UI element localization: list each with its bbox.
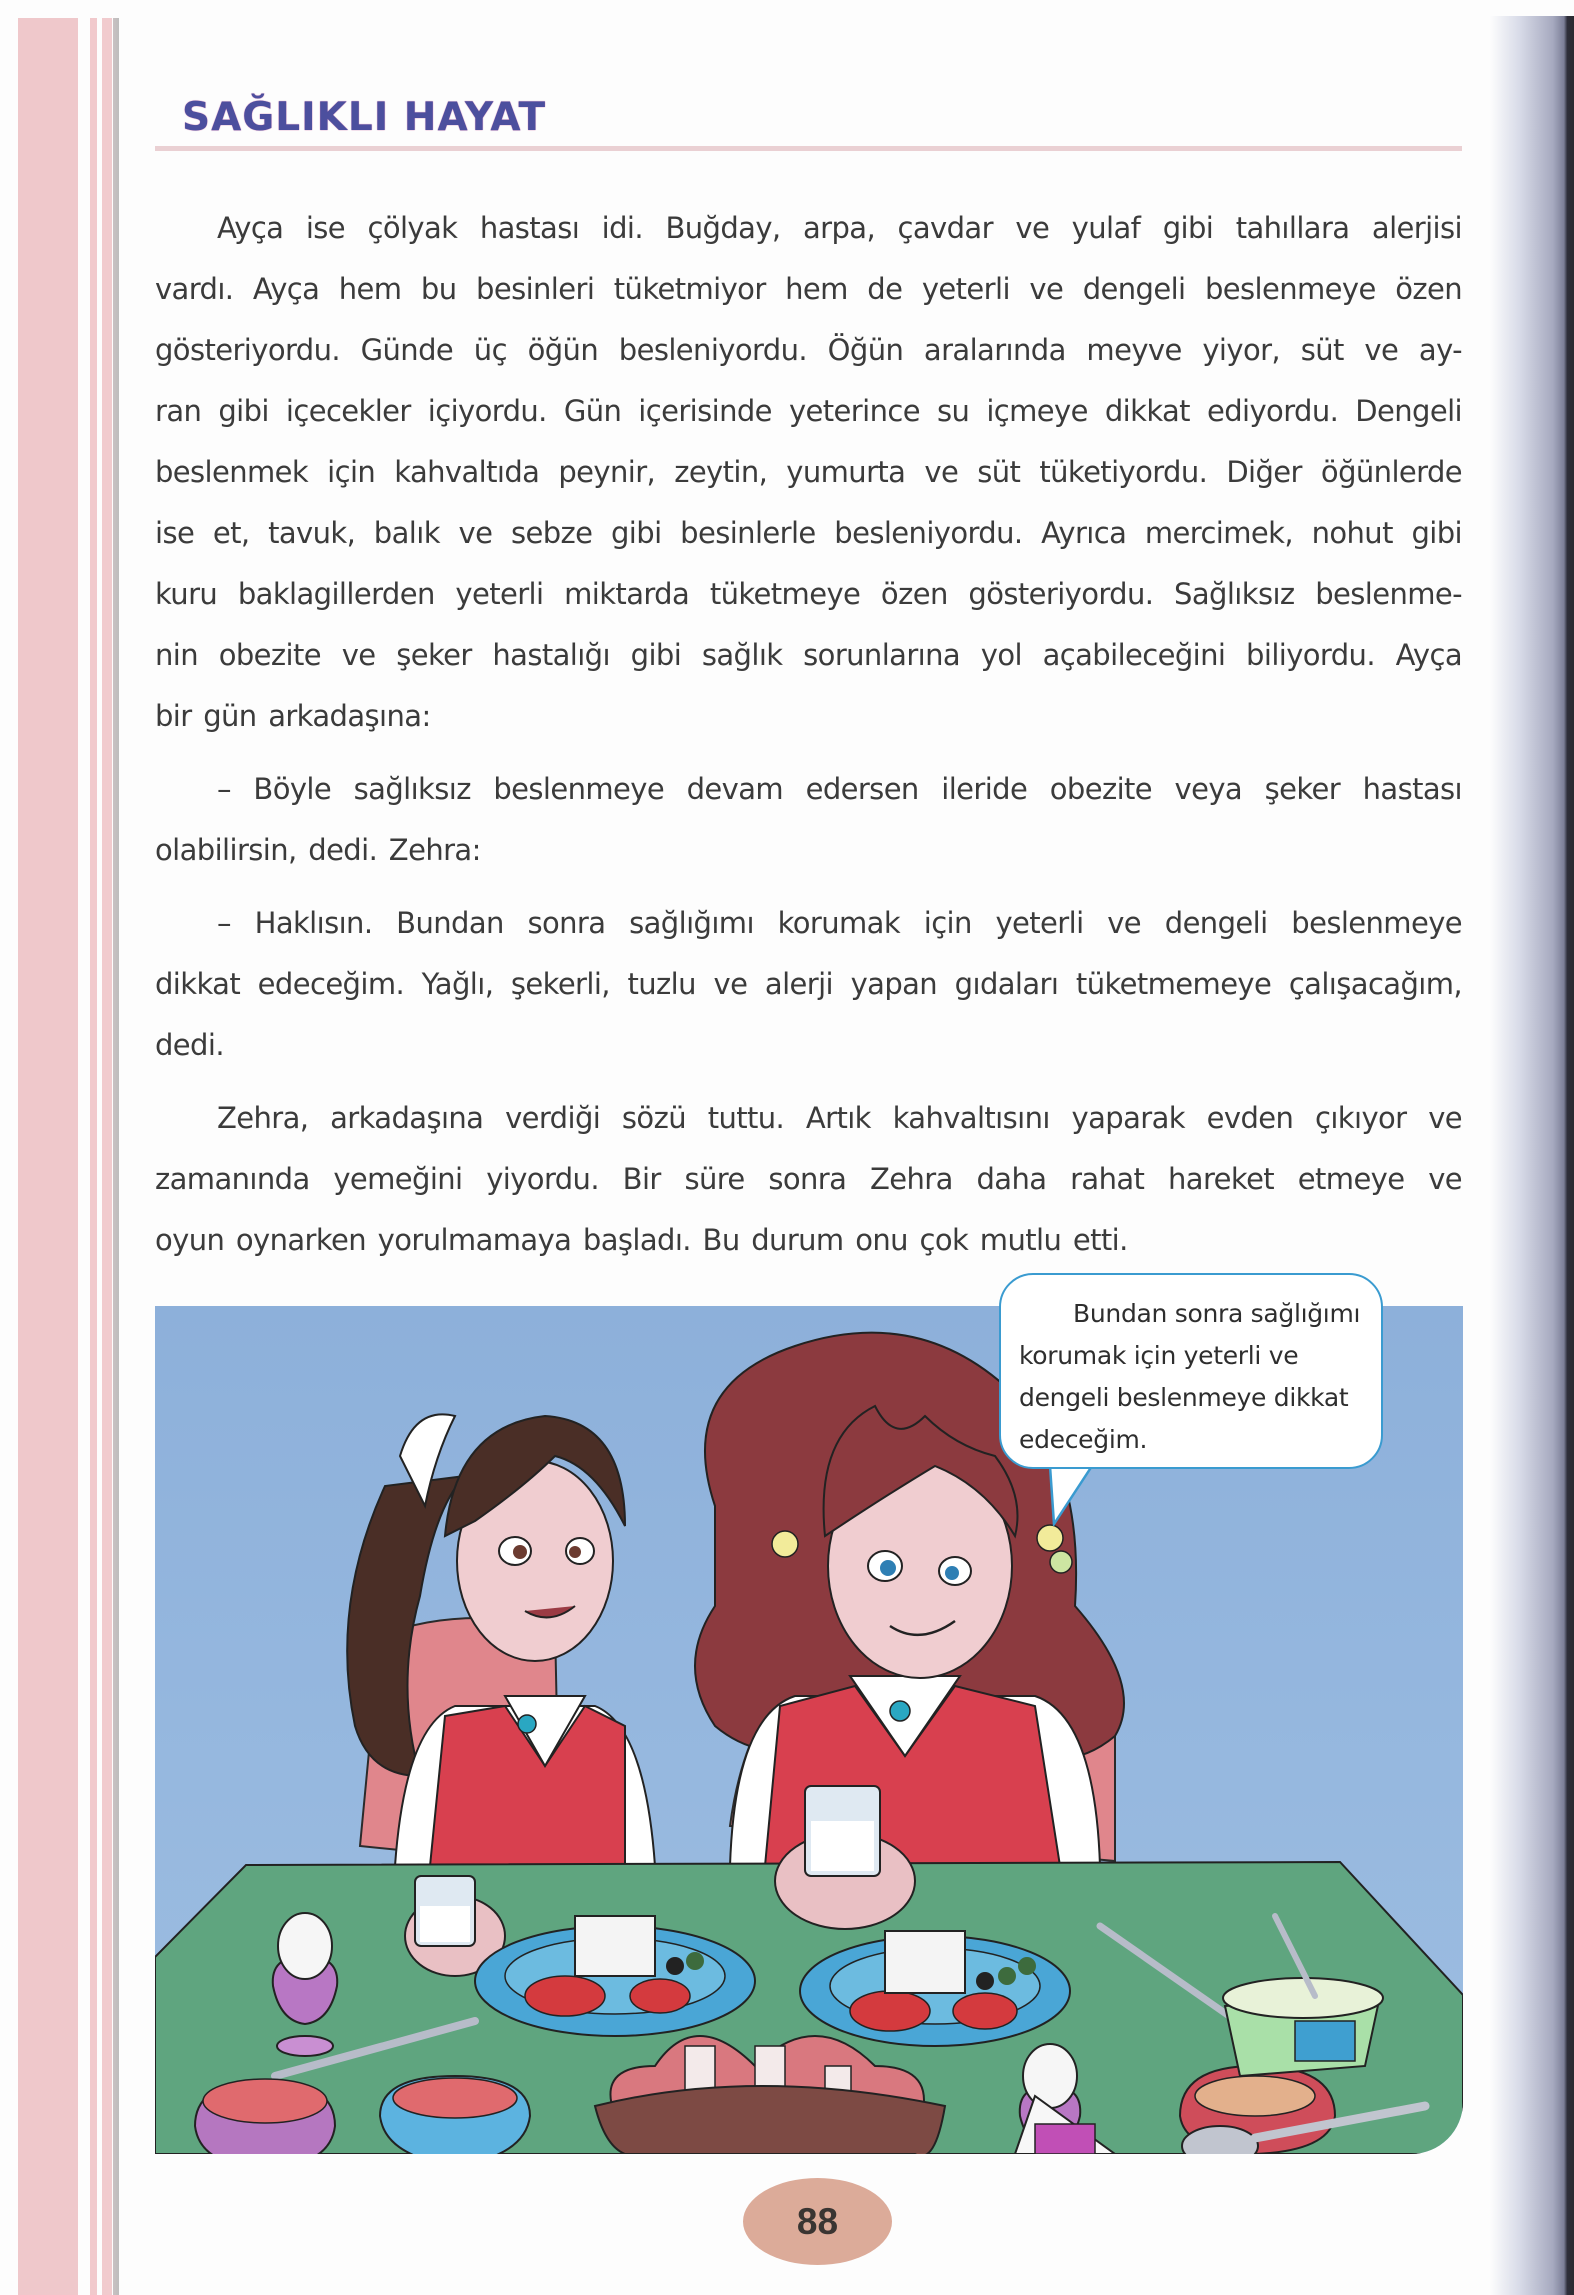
book-spine-shadow — [1490, 16, 1574, 2295]
bread-basket — [595, 2086, 945, 2154]
paragraph-conclusion — [155, 1088, 1462, 1271]
title-divider — [155, 146, 1462, 151]
bubble-line: korumak için yeterli ve — [1019, 1341, 1299, 1370]
text-line: nin obezite ve şeker hastalığı gibi sağlık sorunlarına yol açabileceğini biliyordu. Ayça — [155, 638, 1462, 672]
text-line: bir gün arkadaşına: — [155, 699, 431, 733]
dialogue-ayca — [155, 759, 1462, 881]
zehra-hair-tie — [772, 1531, 798, 1557]
text-line: Zehra, arkadaşına verdiği sözü tuttu. Artık kahvaltısını yaparak evden çıkıyor ve — [217, 1101, 1462, 1135]
text-line: beslenmek için kahvaltıda peynir, zeytin, yumurta ve süt tüketiyordu. Diğer öğünlerde — [155, 455, 1462, 489]
bubble-line: Bundan sonra sağlığımı — [1073, 1299, 1361, 1328]
story-text — [155, 198, 1462, 1283]
bubble-line: dengeli beslenmeye dikkat — [1019, 1383, 1349, 1412]
text-line: gösteriyordu. Günde üç öğün besleniyordu. Öğün aralarında meyve yiyor, süt ve ay- — [155, 333, 1462, 367]
margin-pink-band — [18, 18, 78, 2295]
ayca-brooch — [518, 1715, 536, 1733]
text-line: dikkat edeceğim. Yağlı, şekerli, tuzlu ve alerji yapan gıdaları tüketmemeye çalışacağım, — [155, 967, 1462, 1001]
page-title: SAĞLIKLI HAYAT — [182, 95, 547, 140]
bubble-line: edeceğim. — [1019, 1425, 1148, 1454]
text-line: ise et, tavuk, balık ve sebze gibi besinlerle besleniyordu. Ayrıca mercimek, nohut gibi — [155, 516, 1462, 550]
cheese-right — [885, 1931, 965, 1993]
text-line: zamanında yemeğini yiyordu. Bir süre sonra Zehra daha rahat hareket etmeye ve — [155, 1162, 1462, 1196]
text-line: oyun oynarken yorulmamaya başladı. Bu durum onu çok mutlu etti. — [155, 1223, 1128, 1257]
text-line: – Haklısın. Bundan sonra sağlığımı korumak için yeterli ve dengeli beslenmeye — [217, 906, 1462, 940]
page-edge-shadow — [113, 18, 119, 2295]
text-line: olabilirsin, dedi. Zehra: — [155, 833, 481, 867]
dialogue-zehra — [155, 893, 1462, 1076]
speech-bubble — [999, 1273, 1383, 1469]
speech-bubble-tail — [1040, 1466, 1110, 1526]
text-line: Ayça ise çölyak hastası idi. Buğday, arpa, çavdar ve yulaf gibi tahıllara alerjisi — [217, 211, 1462, 245]
text-line: vardı. Ayça hem bu besinleri tüketmiyor hem de yeterli ve dengeli beslenmeye özen — [155, 272, 1462, 306]
margin-thin-stripe — [90, 18, 97, 2295]
text-line: dedi. — [155, 1028, 224, 1062]
text-line: ran gibi içecekler içiyordu. Gün içerisinde yeterince su içmeye dikkat ediyordu. Dengeli — [155, 394, 1462, 428]
egg-right — [1023, 2044, 1077, 2108]
page-number: 88 — [743, 2178, 892, 2265]
egg-left — [278, 1913, 332, 1979]
cheese-left — [575, 1916, 655, 1976]
paragraph-ayca — [155, 198, 1462, 747]
margin-thin-stripe — [102, 18, 112, 2295]
text-line: – Böyle sağlıksız beslenmeye devam edersen ileride obezite veya şeker hastası — [217, 772, 1462, 806]
text-line: kuru baklagillerden yeterli miktarda tüketmeye özen gösteriyordu. Sağlıksız beslenme- — [155, 577, 1462, 611]
zehra-brooch — [890, 1701, 910, 1721]
